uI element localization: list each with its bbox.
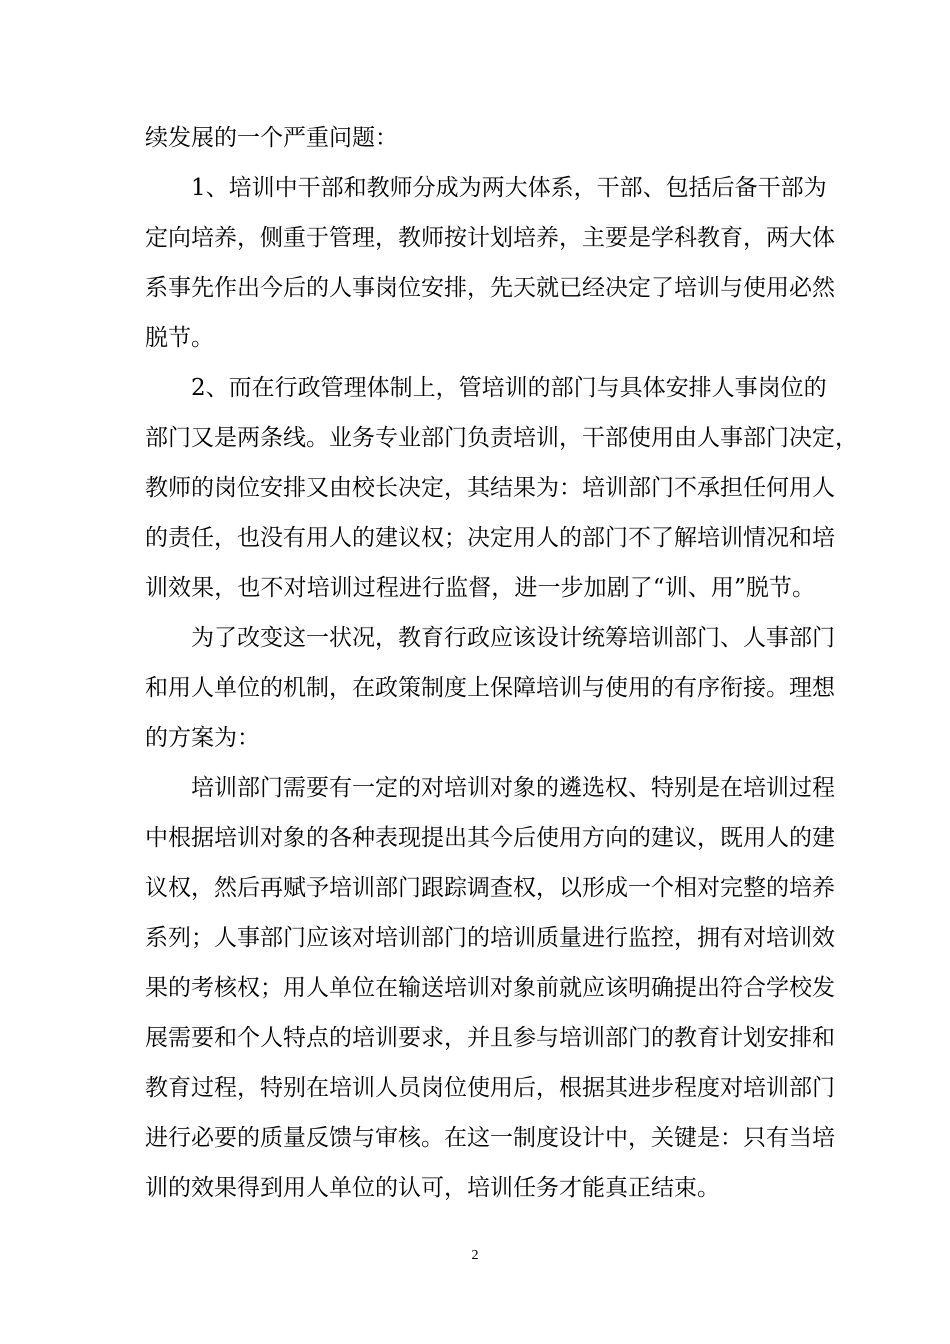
page-number: 2	[471, 1248, 479, 1263]
text-line: 定向培养，侧重于管理，教师按计划培养，主要是学科教育，两大体	[145, 225, 835, 251]
text-line: 为了改变这一状况，教育行政应该设计统筹培训部门、人事部门	[191, 625, 835, 651]
text-line: 系事先作出今后的人事岗位安排，先天就已经决定了培训与使用必然	[145, 275, 835, 301]
text-line: 的方案为：	[145, 725, 260, 751]
text-line: 和用人单位的机制，在政策制度上保障培训与使用的有序衔接。理想	[145, 675, 835, 701]
text-line: 果的考核权；用人单位在输送培训对象前就应该明确提出符合学校发	[145, 975, 835, 1001]
text-line: 系列；人事部门应该对培训部门的培训质量进行监控，拥有对培训效	[145, 925, 835, 951]
text-line: 续发展的一个严重问题：	[145, 125, 398, 151]
text-line: 进行必要的质量反馈与审核。在这一制度设计中，关键是：只有当培	[145, 1125, 835, 1151]
text-line: 训的效果得到用人单位的认可，培训任务才能真正结束。	[145, 1175, 720, 1201]
text-line: 培训部门需要有一定的对培训对象的遴选权、特别是在培训过程	[191, 775, 835, 801]
text-line: 展需要和个人特点的培训要求，并且参与培训部门的教育计划安排和	[145, 1025, 835, 1051]
text-line: 训效果，也不对培训过程进行监督，进一步加剧了“训、用”脱节。	[145, 575, 815, 601]
text-line: 的责任，也没有用人的建议权；决定用人的部门不了解培训情况和培	[145, 525, 835, 551]
text-line: 教育过程，特别在培训人员岗位使用后，根据其进步程度对培训部门	[145, 1075, 835, 1101]
text-line: 部门又是两条线。业务专业部门负责培训，干部使用由人事部门决定，	[145, 425, 858, 451]
text-line: 教师的岗位安排又由校长决定，其结果为：培训部门不承担任何用人	[145, 475, 835, 501]
text-line: 2、而在行政管理体制上，管培训的部门与具体安排人事岗位的	[191, 375, 827, 401]
text-line: 中根据培训对象的各种表现提出其今后使用方向的建议，既用人的建	[145, 825, 835, 851]
text-line: 脱节。	[145, 325, 214, 351]
text-line: 1、培训中干部和教师分成为两大体系，干部、包括后备干部为	[191, 175, 827, 201]
text-line: 议权，然后再赋予培训部门跟踪调查权，以形成一个相对完整的培养	[145, 875, 835, 901]
